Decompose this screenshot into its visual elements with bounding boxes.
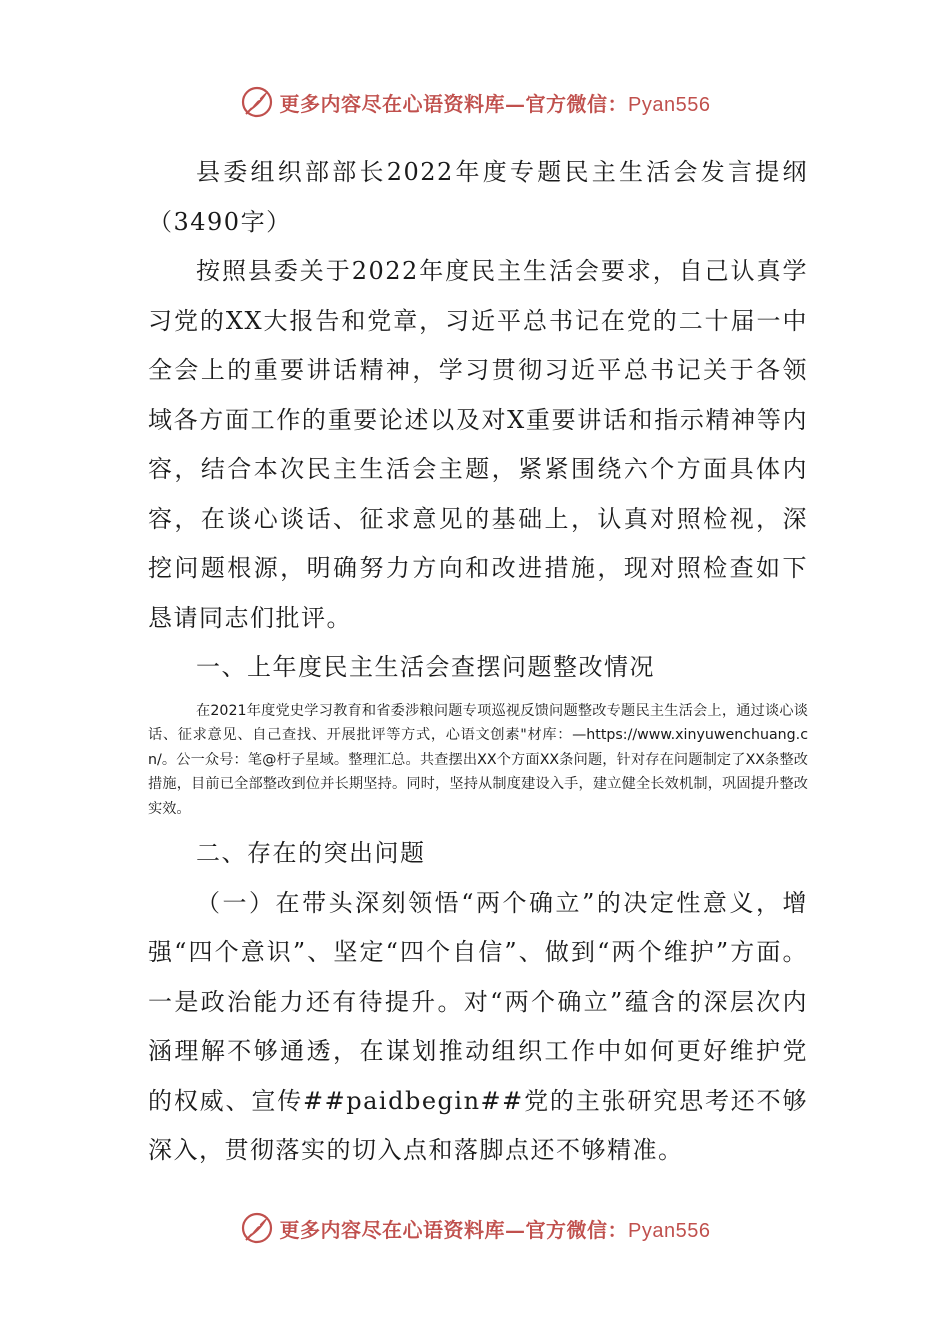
document-body <box>148 148 808 1176</box>
section-heading-1: 一、上年度民主生活会查摆问题整改情况 <box>196 653 655 681</box>
banner-text: 更多内容尽在心语资料库—官方微信：Pyan556 <box>279 1217 711 1242</box>
section-1-paragraph: 在2021年度党史学习教育和省委涉粮问题专项巡视反馈问题整改专题民主生活会上，通过谈心谈话、征求意见、自己查找、开展批评等方式，心语文创素"材库：—https://www.xinyuwenchuang.cn/。公一众号：笔@杅子星域。整理汇总。共查摆出XX个方面XX条问题，针对存在问题制定了XX条整改措施，目前已全部整改到位并长期坚持。同时，坚持从制度建设入手，建立健全长效机制，巩固提升整改实效。 <box>148 702 808 817</box>
quill-pen-logo-icon <box>240 85 274 119</box>
footer-watermark-banner <box>0 1208 950 1248</box>
intro-paragraph: 按照县委关于2022年度民主生活会要求，自己认真学习党的XX大报告和党章，习近平总书记在党的二十届一中全会上的重要讲话精神，学习贯彻习近平总书记关于各领域各方面工作的重要论述以及对X重要讲话和指示精神等内容，结合本次民主生活会主题，紧紧围绕六个方面具体内容，在谈心谈话、征求意见的基础上，认真对照检视，深挖问题根源，明确努力方向和改进措施，现对照检查如下恳请同志们批评。 <box>148 257 808 632</box>
section-2-paragraph: （一）在带头深刻领悟“两个确立”的决定性意义，增强“四个意识”、坚定“四个自信”、做到“两个维护”方面。一是政治能力还有待提升。对“两个确立”蕴含的深层次内涵理解不够通透，在谋划推动组织工作中如何更好维护党的权威、宣传##paidbegin##党的主张研究思考还不够深入，贯彻落实的切入点和落脚点还不够精准。 <box>148 888 808 1164</box>
quill-pen-logo-icon <box>240 1211 274 1245</box>
banner-text: 更多内容尽在心语资料库—官方微信：Pyan556 <box>279 91 711 116</box>
document-title: 县委组织部部长2022年度专题民主生活会发言提纲（3490字） <box>148 158 808 236</box>
header-watermark-banner <box>0 82 950 122</box>
section-heading-2: 二、存在的突出问题 <box>196 839 426 867</box>
